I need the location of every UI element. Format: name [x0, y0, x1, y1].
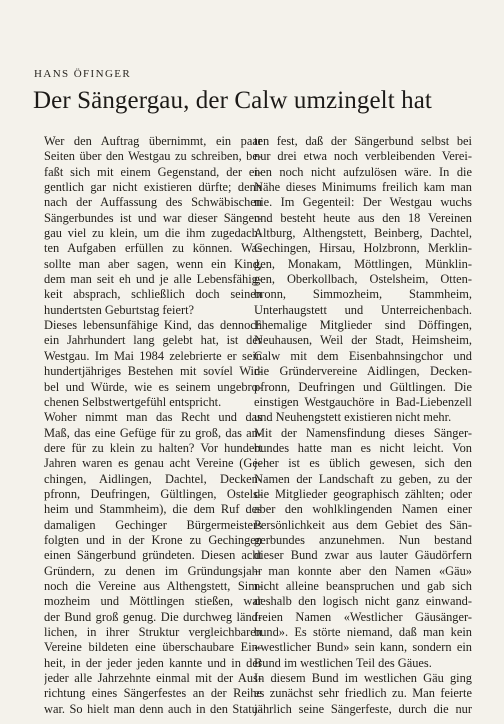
text-line: – man konnte aber den Namen «Gäu» [254, 563, 472, 578]
text-line: Namen der Landschaft zu geben, zu der [254, 471, 472, 486]
text-line: heit, in der jeder jeden kannte und in der [44, 655, 262, 670]
text-line: Persönlichkeit aus dem Gebiet des Sän- [254, 517, 472, 532]
text-line: ten Aufgaben erfüllen zu können. Was [44, 241, 262, 256]
text-line: nur drei etwa noch verbleibenden Verei- [254, 149, 472, 164]
text-line: dere für zu klein zu halten? Vor hundert [44, 440, 262, 455]
text-line: «westlicher Bund» sein kann, sondern ein [254, 640, 472, 655]
text-line: lichen, in ihrer Struktur vergleichbaren [44, 625, 262, 639]
text-line: jeher ist es üblich gewesen, sich den [254, 456, 472, 471]
text-line: Gründern, zu denen im Gründungsjahr [44, 563, 262, 578]
text-line: Gechingen, Hirsau, Holzbronn, Merklin- [254, 241, 472, 256]
text-line: bel und Würde, wie es seinem ungebro- [44, 379, 262, 394]
text-line: Woher nimmt man das Recht und das [44, 410, 262, 425]
text-line: Bund im westlichen Teil des Gäues. [254, 655, 432, 670]
text-line: der Bund groß genug. Die durchweg länd- [44, 609, 262, 624]
text-line: nicht alleine beanspruchen und gab sich [254, 578, 472, 593]
text-line: Maß, das eine Gefüge für zu groß, das an- [44, 425, 262, 440]
text-line: Wer den Auftrag übernimmt, ein paar [44, 134, 262, 148]
text-line: mozheim und Möttlingen stießen, war [44, 594, 262, 609]
text-line: dieser Bund zwar aus lauter Gäudörfern [254, 548, 472, 563]
text-line: Ehemalige Mitglieder sind Döffingen, [254, 318, 472, 333]
text-line: Seiten über den Westgau zu schreiben, be- [44, 149, 262, 164]
text-line: hundertsten Geburtstag feiert? [44, 302, 195, 317]
text-line: damaligen Gechinger Bürgermeisters [44, 517, 262, 532]
text-line: jeder alle Jahrzehnte einmal mit der Aus- [44, 671, 262, 686]
text-line: keit absprach, schließlich doch seinen [44, 287, 262, 302]
text-line: sollte man aber sagen, wenn ein Kind, [44, 256, 262, 271]
text-line: die Gründervereine Aidlingen, Decken- [254, 364, 472, 379]
text-line: ein Jahrhundert lang gelebt hat, ist der [44, 333, 262, 348]
text-line: gen, Monakam, Möttlingen, Münklin- [254, 256, 472, 271]
text-line: gen, Oberkollbach, Ostelsheim, Otten- [254, 272, 472, 287]
text-line: bundes hatte man es nicht leicht. Von [254, 440, 472, 455]
text-line: Nähe dieses Minimums freilich kam man [254, 180, 472, 195]
text-line: In diesem Bund im westlichen Gäu ging [254, 671, 472, 686]
text-line: die Mitglieder geographisch zählten; oder [254, 486, 472, 501]
text-line: Calw mit dem Eisenbahnsingchor und [254, 348, 472, 363]
text-line: war. So hielt man denn auch in den Statu- [44, 701, 262, 716]
text-line: nen noch nicht aufzulösen wäre. In die [254, 164, 472, 179]
text-line: und besteht heute aus den 18 Vereinen [254, 210, 472, 225]
text-line: heim und Stammheim), die dem Ruf des [44, 502, 262, 517]
text-column-right [254, 134, 472, 717]
text-line: dem man seit eh und je alle Lebensfähig- [44, 272, 262, 287]
text-line: aber den wohlklingenden Namen einer [254, 502, 472, 517]
article-title: Der Sängergau, der Calw umzingelt hat [33, 87, 432, 114]
text-column-left [44, 134, 262, 717]
text-line: gau viel zu klein, um die ihm zugedach- [44, 226, 262, 241]
text-line: Neuhausen, Weil der Stadt, Heimsheim, [254, 333, 472, 348]
text-line: folgten und in der Krone zu Gechingen [44, 532, 262, 547]
text-line: ten fest, daß der Sängerbund selbst bei [254, 134, 472, 148]
text-line: freien Namen «Westlicher Gäusänger- [254, 609, 472, 624]
text-line: nie. Im Gegenteil: Der Westgau wuchs [254, 195, 472, 210]
text-line: Dieses lebensunfähige Kind, das dennoch [44, 318, 262, 333]
text-line: faßt sich mit einem Gegenstand, der ei- [44, 164, 262, 179]
text-line: hundertjähriges Bestehen mit sovíel Wir- [44, 364, 262, 379]
text-line: Jahren waren es genau acht Vereine (Ge- [44, 456, 262, 471]
text-line: gerbundes anzunehmen. Nun bestand [254, 532, 472, 547]
text-line: Altburg, Althengstett, Beinberg, Dachtel, [254, 226, 472, 241]
text-line: und Neuhengstett existieren nicht mehr. [254, 410, 452, 425]
text-line: chingen, Aidlingen, Dachtel, Decken- [44, 471, 262, 486]
text-line: pfronn, Deufringen und Gültlingen. Die [254, 379, 472, 394]
text-line: Sängerbundes ist und war dieser Sänger- [44, 210, 262, 225]
text-line: nach der Auffassung des Schwäbischen [44, 195, 262, 210]
text-line: Vereine bildeten eine überschaubare Ein- [44, 640, 262, 655]
text-line: pfronn, Deufringen, Gültlingen, Ostels- [44, 486, 262, 501]
author-name: HANS ÖFINGER [34, 68, 132, 80]
text-line: jährlich seine Sängerfeste, durch die nur [254, 701, 472, 716]
text-line: bund». Es störte niemand, daß man kein [254, 625, 472, 639]
text-line: einen Sängerbund gründeten. Diesen acht [44, 548, 262, 563]
text-line: gentlich gar nicht existieren dürfte; denn [44, 180, 262, 195]
text-line: chenen Selbstwertgefühl entspricht. [44, 394, 222, 409]
text-line: es zunächst sehr friedlich zu. Man feierte [254, 686, 472, 701]
text-line: Unterhaugstett und Unterreichenbach. [254, 302, 472, 317]
text-line: Mit der Namensfindung dieses Sänger- [254, 425, 472, 440]
text-line: einstigen Westgauchöre in Bad-Liebenzell [254, 394, 472, 409]
text-line: noch die Vereine aus Althengstett, Sim- [44, 578, 262, 593]
text-line: Westgau. Im Mai 1984 zelebrierte er sein [44, 348, 262, 363]
text-line: richtung eines Sängerfestes an der Reihe [44, 686, 262, 701]
text-line: deshalb den logisch nicht ganz einwand- [254, 594, 472, 609]
text-line: bronn, Simmozheim, Stammheim, [254, 287, 472, 302]
